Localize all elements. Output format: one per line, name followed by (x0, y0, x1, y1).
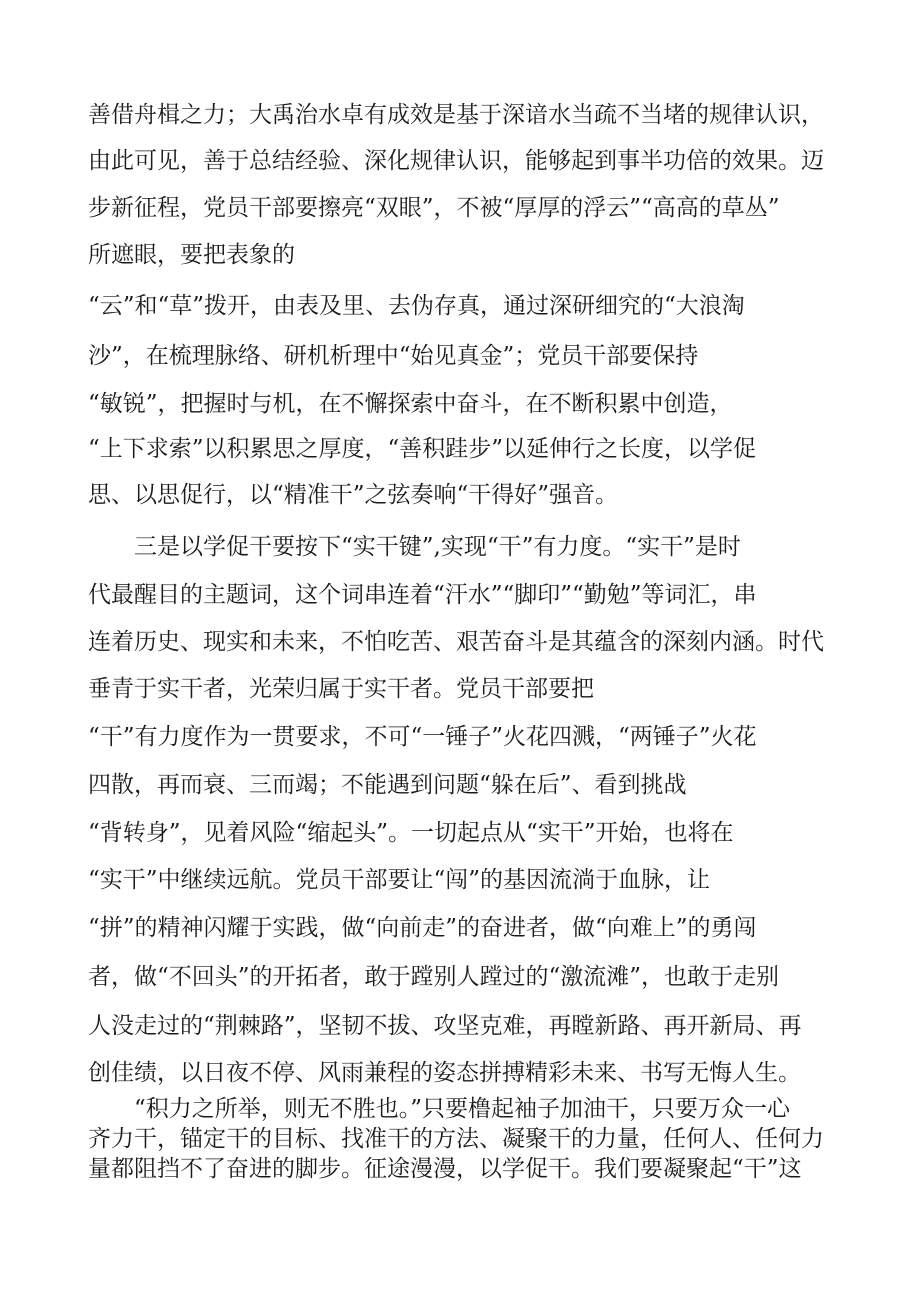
text-line: 创佳绩，以日夜不停、风雨兼程的姿态拼搏精彩未来、书写无悔人生。 (88, 1060, 801, 1086)
text-line: 思、以思促行，以“精准干”之弦奏响“干得好”强音。 (88, 482, 619, 508)
paragraph-start-line: “积力之所举，则无不胜也。”只要橹起袖子加油干，只要万众一心 (134, 1096, 791, 1122)
text-line: 四散，再而衰、三而竭；不能遇到问题“躲在后”、看到挑战 (88, 772, 687, 798)
text-line: 人没走过的“荆棘路”，坚韧不拔、攻坚克难，再瞠新路、再开新局、再 (88, 1013, 802, 1039)
text-line: 垂青于实干者，光荣归属于实干者。党员干部要把 (88, 676, 594, 702)
text-line: 步新征程，党员干部要擦亮“双眼”，不被“厚厚的浮云”“高高的草丛” (88, 195, 780, 221)
text-line: “云”和“草”拨开，由表及里、去伪存真，通过深研细究的“大浪淘 (88, 293, 745, 319)
text-line: “背转身”，见着风险“缩起头”。一切起点从“实干”开始，也将在 (88, 820, 734, 846)
text-line: “实干”中继续远航。党员干部要让“闯”的基因流淌于血脉，让 (88, 867, 711, 893)
text-line: 善借舟楫之力；大禹治水卓有成效是基于深谙水当疏不当堵的规律认识， (88, 102, 824, 128)
text-line: 量都阻挡不了奋进的脚步。征途漫漫，以学促干。我们要凝聚起“干”这 (88, 1156, 802, 1182)
text-line: “干”有力度作为一贯要求，不可“一锤子”火花四溅，“两锤子”火花 (88, 724, 757, 750)
text-line: “拼”的精神闪耀于实践，做“向前走”的奋进者，做“向难上”的勇闯 (88, 915, 757, 941)
text-line: 者，做“不回头”的开拓者，敢于蹚别人蹚过的“激流滩”，也敢于走别 (88, 964, 780, 990)
text-line: 连着历史、现实和未来，不怕吃苦、艰苦奋斗是其蕴含的深刻内涵。时代 (88, 629, 824, 655)
paragraph-start-line: 三是以学促干要按下“实干键”,实现“干”有力度。“实干”是时 (134, 534, 741, 560)
text-line: 齐力干，锚定干的目标、找准干的方法、凝聚干的力量，任何人、任何力 (88, 1126, 824, 1152)
text-line: 沙”，在梳理脉络、研机析理中“始见真金”；党员干部要保持 (88, 343, 699, 369)
text-line: “敏锐”，把握时与机，在不懈探索中奋斗，在不断积累中创造， (88, 391, 733, 417)
text-line: 代最醒目的主题词，这个词串连着“汗水”“脚印”“勤勉”等词汇，串 (88, 582, 757, 608)
text-line: “上下求索”以积累思之厚度，“善积跬步”以延伸行之长度，以学促 (88, 436, 757, 462)
text-line: 由此可见，善于总结经验、深化规律认识，能够起到事半功倍的效果。迈 (88, 148, 824, 174)
text-line: 所遮眼，要把表象的 (88, 242, 295, 268)
